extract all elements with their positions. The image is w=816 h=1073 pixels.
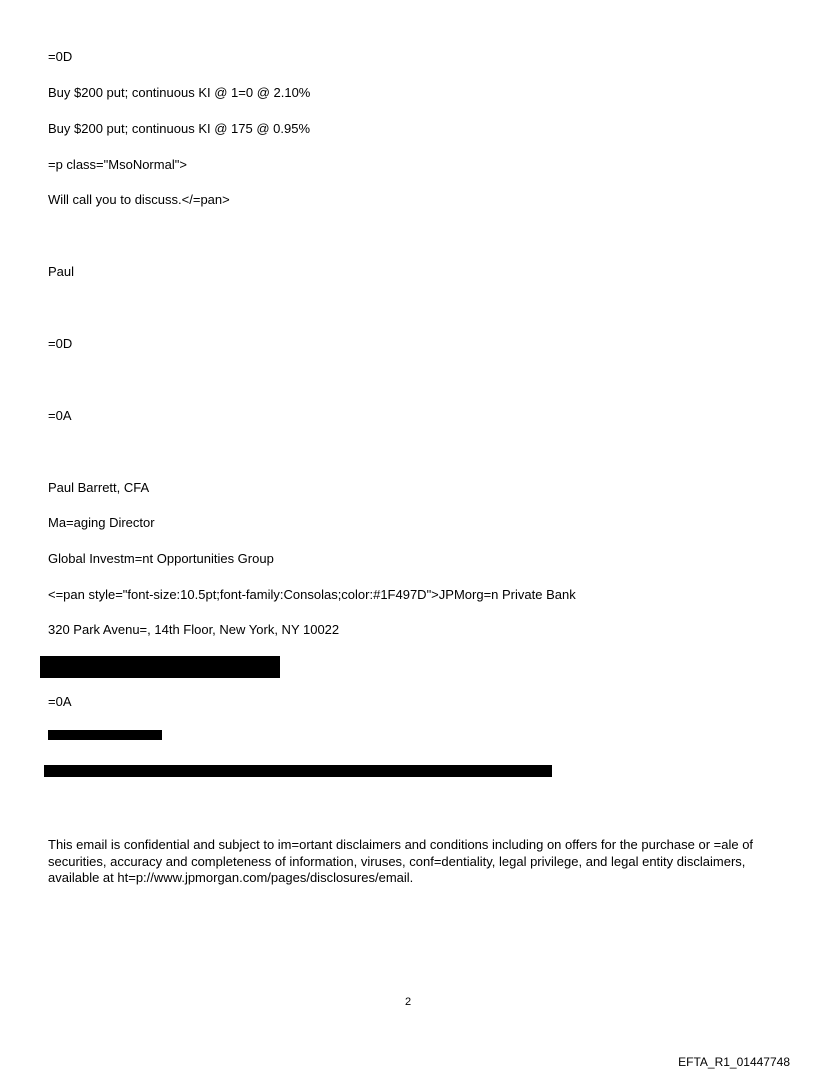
confidentiality-disclaimer: This email is confidential and subject to im=ortant disclaimers and conditions including on offers for the purchase or =ale of securities, accuracy and completeness of information, viruses, conf=dentiality, legal privilege, and legal entity disclaimers, available at ht=p://www.jpmorgan.com/pages/disclosures/email. [48, 837, 754, 885]
signature-title: Ma=aging Director [48, 515, 155, 530]
body-line-put-1: Buy $200 put; continuous KI @ 1=0 @ 2.10% [48, 85, 311, 100]
redaction-residue-nmls [48, 739, 158, 743]
page-number: 2 [404, 996, 412, 1008]
redaction-residue-email [48, 776, 548, 779]
signature-name: Paul Barrett, CFA [48, 480, 150, 495]
body-line-0d-1: =0D [48, 49, 73, 64]
body-line-sender-first-name: Paul [48, 264, 75, 279]
signature-group: Global Investm=nt Opportunities Group [48, 551, 274, 566]
body-line-put-2: Buy $200 put; continuous KI @ 175 @ 0.95% [48, 121, 311, 136]
body-line-html-fragment: =p class="MsoNormal"> [48, 157, 187, 172]
signature-line-0a: =0A [48, 694, 72, 709]
body-line-0a-1: =0A [48, 408, 72, 423]
signature-address: 320 Park Avenu=, 14th Floor, New York, NY 10022 [48, 622, 340, 637]
bates-number: EFTA_R1_01447748 [678, 1055, 790, 1069]
signature-bank-line: <=pan style="font-size:10.5pt;font-family:Consolas;color:#1F497D">JPMorg=n Private Bank [48, 587, 576, 602]
body-line-will-call: Will call you to discuss.</=pan> [48, 192, 230, 207]
body-line-0d-2: =0D [48, 336, 73, 351]
redaction-bar-phone [40, 656, 280, 678]
